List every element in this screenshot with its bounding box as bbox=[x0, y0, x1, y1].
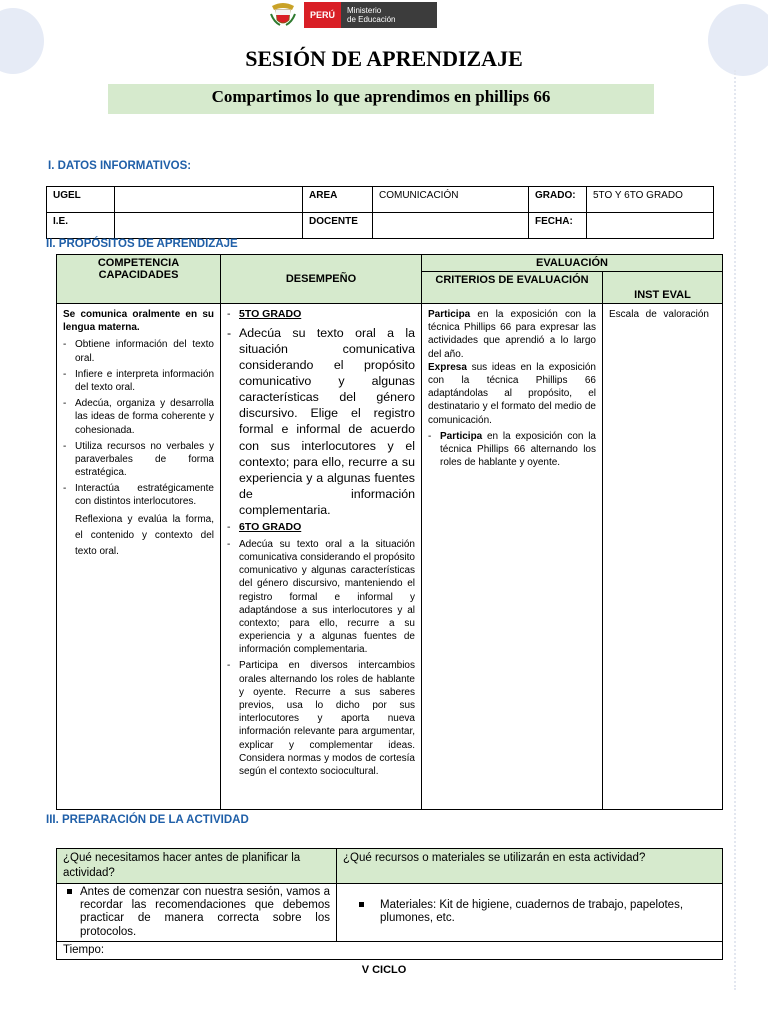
grado-value: 5TO Y 6TO GRADO bbox=[587, 187, 714, 213]
header-competencia-line1: COMPETENCIA bbox=[97, 257, 180, 269]
answer-before bbox=[67, 886, 330, 939]
competencia-title: Se comunica oralmente en su lengua materna. bbox=[63, 309, 214, 334]
criterios-cell bbox=[422, 304, 603, 810]
capacidad-item: - Obtiene información del texto oral. bbox=[63, 338, 214, 364]
grado5-list bbox=[227, 308, 415, 535]
instrumento-text: Escala de valoración bbox=[609, 309, 709, 320]
criterio-1 bbox=[428, 308, 596, 361]
bullet-square-icon bbox=[359, 902, 364, 907]
criterio-2-text: sus ideas en la exposición con la técnica Phillips 66 adaptándolas al propósito, el destinatario y el formato del medio de comunicación. bbox=[428, 361, 596, 426]
capacidad-reflexiona: Reflexiona y evalúa la forma, el contenido y contexto del texto oral. bbox=[75, 513, 214, 557]
section-2-heading: II. PROPÓSITOS DE APRENDIZAJE bbox=[46, 238, 238, 250]
criterio-1-text: en la exposición con la técnica Phillips 66 para expresar las actividades que aprendió a lo largo del año. bbox=[428, 309, 596, 360]
tiempo-cell: Tiempo: bbox=[57, 941, 723, 959]
grado6-desempeno: - Participa en diversos intercambios orales alternando los roles de hablante y oyente. Recurre a sus saberes previos, usa lo dicho por sus interlocutores y aporta nueva información relevante para argumentar, explicar y complementar ideas. Considera normas y modos de cortesía según el contexto sociocultural. bbox=[227, 659, 415, 778]
capacidad-item: - Interactúa estratégicamente con distintos interlocutores. bbox=[63, 482, 214, 508]
ugel-label: UGEL bbox=[47, 187, 115, 213]
header-competencia bbox=[57, 255, 221, 304]
header-inst-eval: INST EVAL bbox=[603, 272, 723, 304]
footer-cycle: V CICLO bbox=[361, 964, 407, 976]
criterio-2 bbox=[428, 361, 596, 427]
capacidad-item: - Infiere e interpreta información del texto oral. bbox=[63, 368, 214, 394]
grado5-desempeno: - Adecúa su texto oral a la situación comunicativa considerando el propósito comunicativo y algunas características del género discursivo. Elige el registro formal e informal de acuerdo con sus interlocutores y el contexto; para ello, recurre a su experiencia y a algunas fuentes de información complementaria. bbox=[227, 325, 415, 519]
answer-resources-cell bbox=[337, 883, 723, 941]
area-value: COMUNICACIÓN bbox=[373, 187, 529, 213]
criterio-3-text: en la exposición con la técnica Phillips 66 alternando los roles de hablante y oyente. bbox=[440, 430, 596, 469]
answer-before-text: Antes de comenzar con nuestra sesión, vamos a recordar las recomendaciones que debemos practicar de manera correcta sobre los protocolos. bbox=[80, 885, 330, 938]
grado5-label: 5TO GRADO bbox=[239, 308, 302, 320]
bullet-square-icon bbox=[67, 889, 72, 894]
question-before: ¿Qué necesitamos hacer antes de planificar la actividad? bbox=[57, 849, 337, 884]
criterio-1-verb: Participa bbox=[428, 309, 471, 320]
answer-resources bbox=[359, 899, 716, 925]
header-criterios: CRITERIOS DE EVALUACIÓN bbox=[422, 272, 603, 304]
criterio-3-verb: Participa bbox=[440, 430, 483, 442]
propositos-table bbox=[56, 254, 723, 810]
grado6-desempeno: - Adecúa su texto oral a la situación comunicativa considerando el propósito comunicativo y algunas características del género discursivo, manteniendo el registro formal e informal y adaptándose a sus interlocutores y al contexto; para ello, recurre a su experiencia y a algunas fuentes de información complementaria. bbox=[227, 538, 415, 657]
area-label: AREA bbox=[303, 187, 373, 213]
ministry-line-1: Ministerio bbox=[347, 6, 382, 15]
ministry-logo bbox=[268, 2, 437, 28]
fecha-value bbox=[587, 213, 714, 239]
ugel-value bbox=[115, 187, 303, 213]
competencia-cell bbox=[57, 304, 221, 810]
preparacion-table bbox=[56, 848, 723, 960]
grado6-label: 6TO GRADO bbox=[239, 521, 302, 534]
question-resources: ¿Qué recursos o materiales se utilizarán en esta actividad? bbox=[337, 849, 723, 884]
session-subtitle: Compartimos lo que aprendimos en phillips 66 bbox=[108, 84, 654, 114]
header-competencia-line2: CAPACIDADES bbox=[98, 269, 179, 281]
capacidad-item: - Utiliza recursos no verbales y paraverbales de forma estratégica. bbox=[63, 440, 214, 480]
ie-value bbox=[115, 213, 303, 239]
criterio-3 bbox=[428, 430, 596, 470]
ministry-label bbox=[341, 2, 437, 28]
capacidad-item: - Adecúa, organiza y desarrolla las ideas de forma coherente y cohesionada. bbox=[63, 397, 214, 437]
national-seal-icon bbox=[268, 2, 298, 28]
section-1-heading: I. DATOS INFORMATIVOS: bbox=[48, 160, 192, 172]
docente-label: DOCENTE bbox=[303, 213, 373, 239]
criterio-2-verb: Expresa bbox=[428, 361, 467, 373]
header-evaluacion: EVALUACIÓN bbox=[422, 255, 723, 272]
grado-label: GRADO: bbox=[529, 187, 587, 213]
country-label: PERÚ bbox=[304, 2, 341, 28]
answer-before-cell bbox=[57, 883, 337, 941]
decorative-dotted-line bbox=[734, 70, 736, 990]
ministry-line-2: de Educación bbox=[347, 15, 396, 24]
docente-value bbox=[373, 213, 529, 239]
ie-label: I.E. bbox=[47, 213, 115, 239]
criterio-3-list bbox=[428, 430, 596, 470]
fecha-label: FECHA: bbox=[529, 213, 587, 239]
header-desempeno: DESEMPEÑO bbox=[221, 255, 422, 304]
document-title: SESIÓN DE APRENDIZAJE bbox=[245, 46, 523, 71]
grado6-list bbox=[227, 538, 415, 778]
section-3-heading: III. PREPARACIÓN DE LA ACTIVIDAD bbox=[46, 814, 249, 826]
answer-resources-text: Materiales: Kit de higiene, cuadernos de trabajo, papelotes, plumones, etc. bbox=[380, 899, 684, 925]
capacidades-list bbox=[63, 338, 214, 508]
datos-informativos-table bbox=[46, 186, 714, 239]
instrumento-cell bbox=[603, 304, 723, 810]
desempeno-cell bbox=[221, 304, 422, 810]
